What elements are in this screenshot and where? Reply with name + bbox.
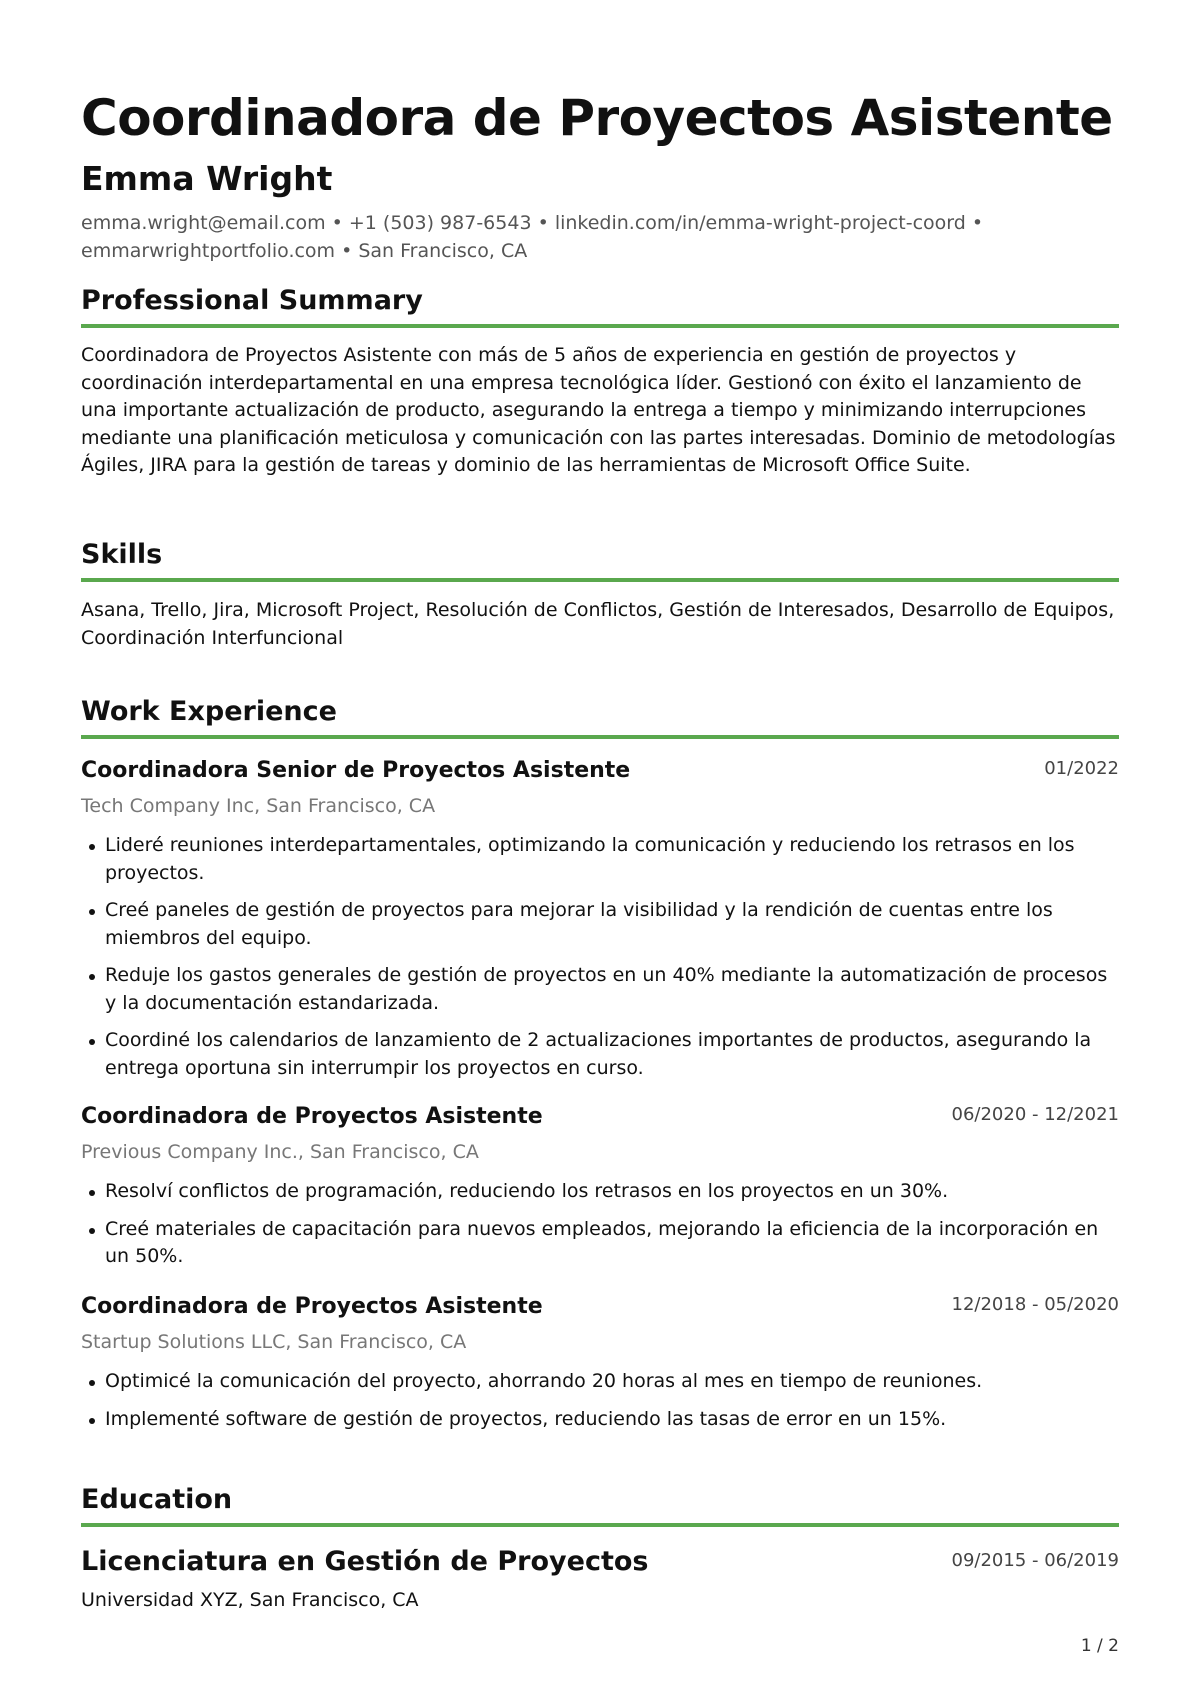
job-bullet: Creé materiales de capacitación para nuevos empleados, mejorando la eficiencia de la incorporación en un 50%. bbox=[81, 1216, 1119, 1271]
job-bullet: Resolví conflictos de programación, reduciendo los retrasos en los proyectos en un 30%. bbox=[81, 1178, 1119, 1206]
summary-text: Coordinadora de Proyectos Asistente con más de 5 años de experiencia en gestión de proyectos y coordinación interdepartamental en una empresa tecnológica líder. Gestionó con éxito el lanzamiento de una importante actualización de producto, asegurando la entrega a tiempo y minimizando interrupciones mediante una planificación meticulosa y comunicación con las partes interesadas. Dominio de metodologías Ágiles, JIRA para la gestión de tareas y dominio de las herramientas de Microsoft Office Suite. bbox=[81, 344, 1116, 476]
skills-section-header bbox=[81, 535, 1119, 582]
job-title: Coordinadora Senior de Proyectos Asistente bbox=[81, 758, 631, 783]
job-bullet: Lideré reuniones interdepartamentales, optimizando la comunicación y reduciendo los retrasos en los proyectos. bbox=[81, 832, 1119, 887]
job-bullet: Reduje los gastos generales de gestión de proyectos en un 40% mediante la automatización de procesos y la documentación estandarizada. bbox=[81, 962, 1119, 1017]
skills-heading: Skills bbox=[81, 539, 163, 570]
school-name: Universidad XYZ, San Francisco, CA bbox=[81, 1589, 419, 1611]
job-bullet: Implementé software de gestión de proyectos, reduciendo las tasas de error en un 15%. bbox=[81, 1406, 1119, 1434]
contact-line-1: emma.wright@email.com • +1 (503) 987-6543 • linkedin.com/in/emma-wright-project-coord • bbox=[81, 212, 984, 234]
job-title: Coordinadora de Proyectos Asistente bbox=[81, 1104, 543, 1129]
experience-section-header bbox=[81, 692, 1119, 739]
education-section-header bbox=[81, 1480, 1119, 1527]
job-dates: 12/2018 - 05/2020 bbox=[951, 1294, 1119, 1315]
job-bullet: Optimicé la comunicación del proyecto, ahorrando 20 horas al mes en tiempo de reuniones. bbox=[81, 1368, 1119, 1396]
summary-section-header bbox=[81, 281, 1119, 328]
education-heading: Education bbox=[81, 1484, 233, 1515]
job-dates: 06/2020 - 12/2021 bbox=[951, 1104, 1119, 1125]
contact-info bbox=[81, 209, 1021, 265]
summary-heading: Professional Summary bbox=[81, 285, 423, 316]
job-bullet-list bbox=[81, 1368, 1119, 1443]
experience-heading: Work Experience bbox=[81, 696, 337, 727]
job-company: Startup Solutions LLC, San Francisco, CA bbox=[81, 1331, 467, 1353]
page-number: 1 / 2 bbox=[1080, 1636, 1119, 1656]
contact-line-2: emmarwrightportfolio.com • San Francisco, CA bbox=[81, 240, 528, 262]
job-title: Coordinadora de Proyectos Asistente bbox=[81, 1294, 543, 1319]
job-company: Tech Company Inc, San Francisco, CA bbox=[81, 795, 436, 817]
degree-title: Licenciatura en Gestión de Proyectos bbox=[81, 1546, 649, 1577]
education-dates: 09/2015 - 06/2019 bbox=[951, 1550, 1119, 1571]
job-bullet-list bbox=[81, 832, 1119, 1092]
candidate-name: Emma Wright bbox=[81, 159, 333, 198]
job-dates: 01/2022 bbox=[1044, 758, 1119, 779]
job-bullet: Coordiné los calendarios de lanzamiento de 2 actualizaciones importantes de productos, asegurando la entrega oportuna sin interrumpir los proyectos en curso. bbox=[81, 1027, 1119, 1082]
job-bullet-list bbox=[81, 1178, 1119, 1281]
skills-text: Asana, Trello, Jira, Microsoft Project, Resolución de Conflictos, Gestión de Interesados, Desarrollo de Equipos, Coordinación Interfuncional bbox=[81, 599, 1115, 649]
job-bullet: Creé paneles de gestión de proyectos para mejorar la visibilidad y la rendición de cuentas entre los miembros del equipo. bbox=[81, 897, 1119, 952]
job-company: Previous Company Inc., San Francisco, CA bbox=[81, 1141, 479, 1163]
resume-title: Coordinadora de Proyectos Asistente bbox=[81, 89, 1113, 147]
